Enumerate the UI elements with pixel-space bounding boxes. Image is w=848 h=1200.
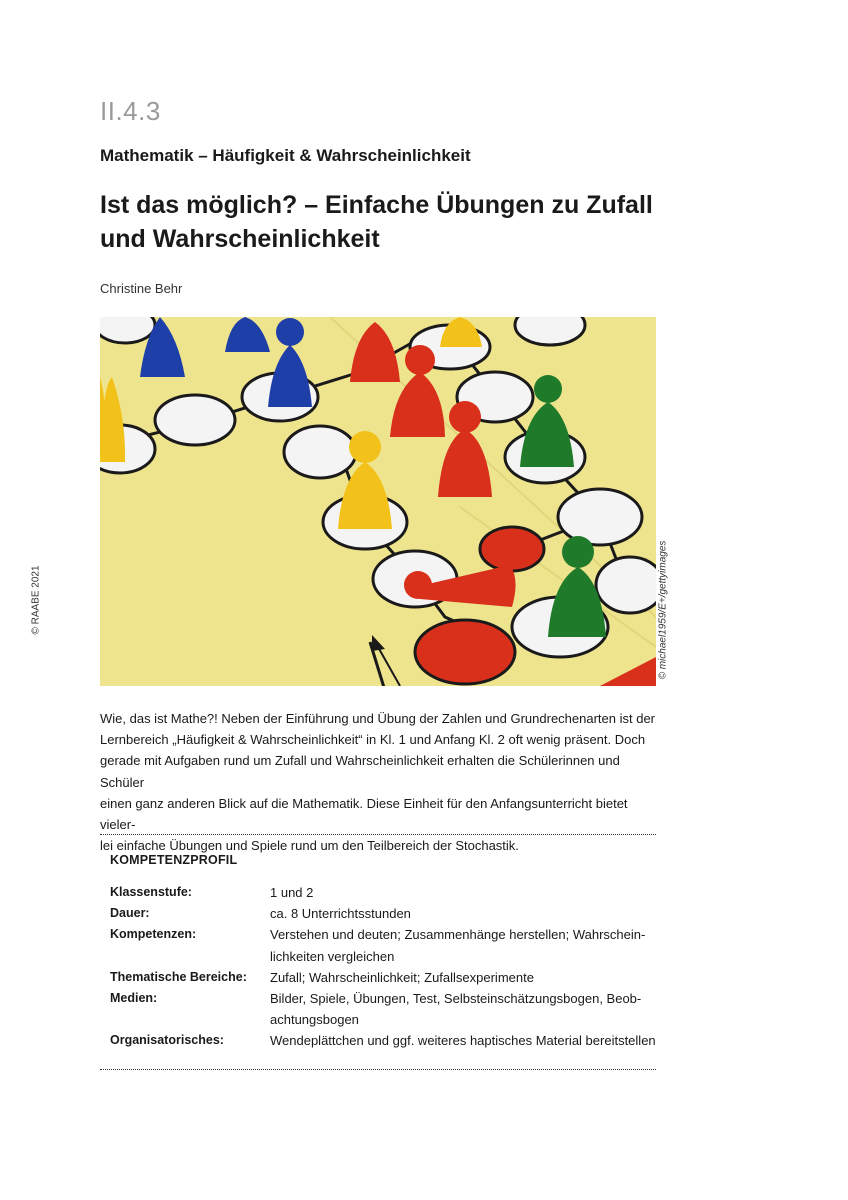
profile-value-line: Verstehen und deuten; Zusammenhänge herstellen; Wahrschein-	[270, 927, 646, 943]
profile-value-line: Wendeplättchen und ggf. weiteres haptisches Material bereitstellen	[270, 1033, 656, 1049]
title-line-1: Ist das möglich? – Einfache Übungen zu Zufall	[100, 191, 653, 219]
profile-value-line: achtungsbogen	[270, 1012, 359, 1028]
profile-row	[110, 924, 660, 966]
author: Christine Behr	[100, 281, 183, 296]
profile-value-line: lichkeiten vergleichen	[270, 948, 395, 964]
profile-value	[270, 882, 660, 903]
page-title	[100, 188, 700, 256]
board-game-photo	[100, 317, 656, 686]
competence-profile-table	[110, 882, 660, 1052]
intro-line: lei einfache Übungen und Spiele rund um den Teilbereich der Stochastik.	[100, 838, 519, 854]
profile-label: Organisatorisches:	[110, 1033, 224, 1048]
subject-heading: Mathematik – Häufigkeit & Wahrscheinlichkeit	[100, 146, 471, 165]
profile-row	[110, 1030, 660, 1051]
profile-value	[270, 967, 660, 988]
profile-row	[110, 988, 660, 1030]
profile-row	[110, 967, 660, 988]
profile-label: Dauer:	[110, 906, 150, 921]
profile-row	[110, 903, 660, 924]
board-game-illustration	[100, 317, 656, 686]
profile-row	[110, 882, 660, 903]
intro-line: einen ganz anderen Blick auf die Mathematik. Diese Einheit für den Anfangsunterricht bietet vieler-	[100, 795, 628, 833]
divider-top	[100, 834, 656, 835]
profile-value	[270, 988, 660, 1030]
profile-value-line: 1 und 2	[270, 885, 314, 900]
profile-heading: KOMPETENZPROFIL	[110, 853, 238, 867]
title-line-2: und Wahrscheinlichkeit	[100, 225, 380, 253]
profile-value-line: ca. 8 Unterrichtsstunden	[270, 906, 411, 922]
intro-line: Wie, das ist Mathe?! Neben der Einführung und Übung der Zahlen und Grundrechenarten ist der	[100, 711, 656, 726]
profile-value	[270, 924, 660, 966]
profile-value-line: Zufall; Wahrscheinlichkeit; Zufallsexperimente	[270, 969, 534, 985]
profile-value-line: Bilder, Spiele, Übungen, Test, Selbsteinschätzungsbogen, Beob-	[270, 991, 642, 1007]
section-number: II.4.3	[100, 96, 161, 126]
intro-line: gerade mit Aufgaben rund um Zufall und Wahrscheinlichkeit erhalten die Schülerinnen und Schüler	[100, 753, 620, 790]
copyright-note: © RAABE 2021	[30, 565, 42, 635]
profile-value	[270, 903, 660, 924]
profile-value	[270, 1030, 660, 1051]
profile-label: Klassenstufe:	[110, 885, 192, 899]
profile-label: Thematische Bereiche:	[110, 969, 247, 984]
profile-label: Medien:	[110, 991, 158, 1006]
intro-line: Lernbereich „Häufigkeit & Wahrscheinlichkeit“ in Kl. 1 und Anfang Kl. 2 oft wenig präsent. Doch	[100, 732, 646, 748]
photo-credit: © michael1959/E+/gettyimages	[657, 540, 669, 680]
profile-label: Kompetenzen:	[110, 927, 197, 942]
divider-bottom	[100, 1069, 656, 1070]
